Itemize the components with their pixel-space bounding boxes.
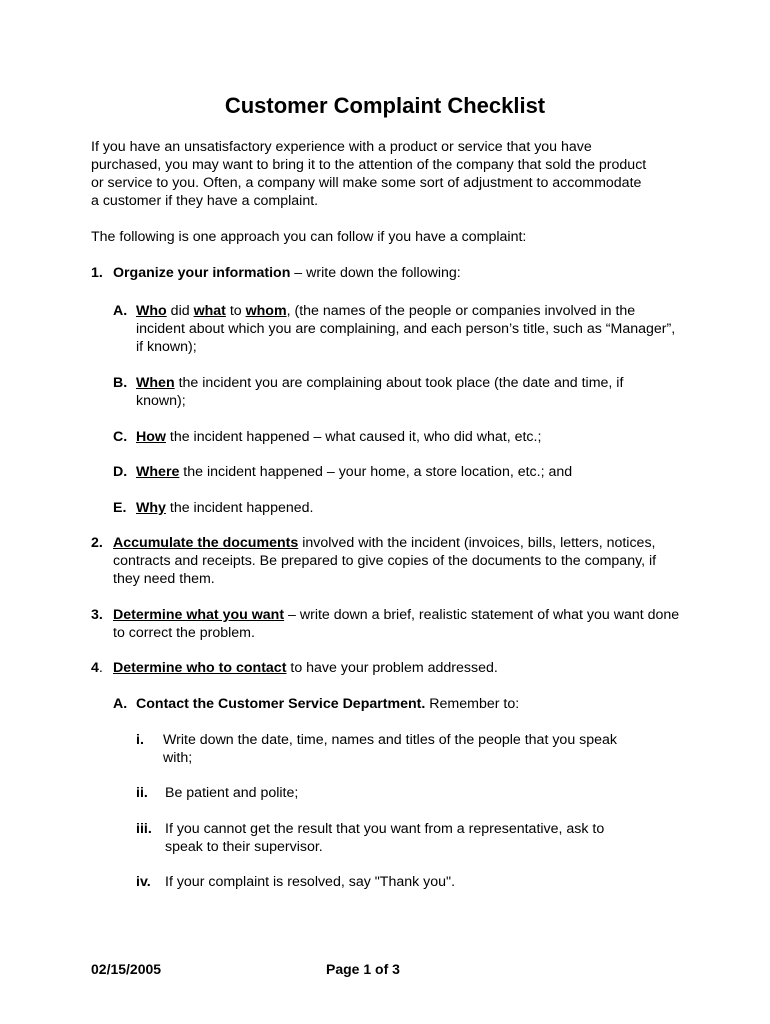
roman-numeral: i.: [136, 732, 144, 748]
sub-text: the incident happened – what caused it, who did what, etc.;: [165, 429, 542, 445]
keyword: Where: [136, 464, 180, 480]
keyword: what: [193, 303, 226, 319]
sub-text: Remember to:: [425, 696, 520, 712]
sub-letter: C.: [113, 429, 128, 445]
step-text: to have your problem addressed.: [286, 660, 498, 676]
footer-page-number: Page 1 of 3: [326, 961, 400, 977]
step-number: 1.: [91, 265, 103, 281]
sub-text: the incident happened – your home, a store location, etc.; and: [179, 464, 573, 480]
keyword: whom: [245, 303, 287, 319]
step-number-dot: .: [98, 660, 103, 676]
step-number-digit: 4: [91, 660, 99, 676]
step-text: involved with the incident (invoices, bills, letters, notices, contracts and receipts. Be prepared to give copies of the documents to the company, if they need them.: [113, 535, 657, 587]
page-title: Customer Complaint Checklist: [224, 93, 546, 118]
sub-letter: A.: [113, 303, 128, 319]
step-heading: Determine what you want: [113, 607, 285, 623]
step-text: – write down the following:: [290, 265, 461, 281]
roman-text: If you cannot get the result that you want from a representative, ask to speak to their supervisor.: [165, 821, 605, 855]
roman-text: Write down the date, time, names and titles of the people that you speak with;: [163, 732, 618, 766]
roman-text: If your complaint is resolved, say "Thank you".: [165, 874, 456, 890]
sub-letter: A.: [113, 696, 128, 712]
step-heading: Accumulate the documents: [113, 535, 299, 551]
roman-numeral: iii.: [136, 821, 152, 837]
keyword: Who: [136, 303, 167, 319]
sub-letter: E.: [113, 500, 127, 516]
footer-date: 02/15/2005: [91, 961, 162, 977]
sub-text: to: [225, 303, 246, 319]
intro-paragraph: If you have an unsatisfactory experience with a product or service that you have purchased, you may want to bring it to the attention of the company that sold the product or service to you. Often, a company will make some sort of adjustment to accommodate a customer if they have a complaint.: [91, 139, 647, 209]
keyword: How: [136, 429, 166, 445]
sub-text: did: [166, 303, 194, 319]
step-number: [91, 659, 103, 677]
sub-letter: B.: [113, 375, 128, 391]
roman-numeral: ii.: [136, 785, 148, 801]
lead-paragraph: The following is one approach you can follow if you have a complaint:: [91, 229, 527, 245]
sub-letter: D.: [113, 464, 128, 480]
step-text: – write down a brief, realistic statement of what you want done to correct the problem.: [113, 607, 680, 641]
step-number: 2.: [91, 535, 103, 551]
sub-text: the incident you are complaining about took place (the date and time, if known);: [136, 375, 624, 409]
roman-text: Be patient and polite;: [165, 785, 299, 801]
sub-text: the incident happened.: [165, 500, 314, 516]
step-number: 3.: [91, 607, 103, 623]
keyword: When: [136, 375, 175, 391]
roman-numeral: iv.: [136, 874, 151, 890]
keyword: Why: [136, 500, 166, 516]
step-heading: Organize your information: [113, 265, 291, 281]
sub-text: , (the names of the people or companies involved in the incident about which you are complaining, and each person’s title, such as “Manager”, if known);: [136, 303, 676, 355]
sub-heading: Contact the Customer Service Department.: [136, 696, 426, 712]
step-heading: Determine who to contact: [113, 660, 287, 676]
